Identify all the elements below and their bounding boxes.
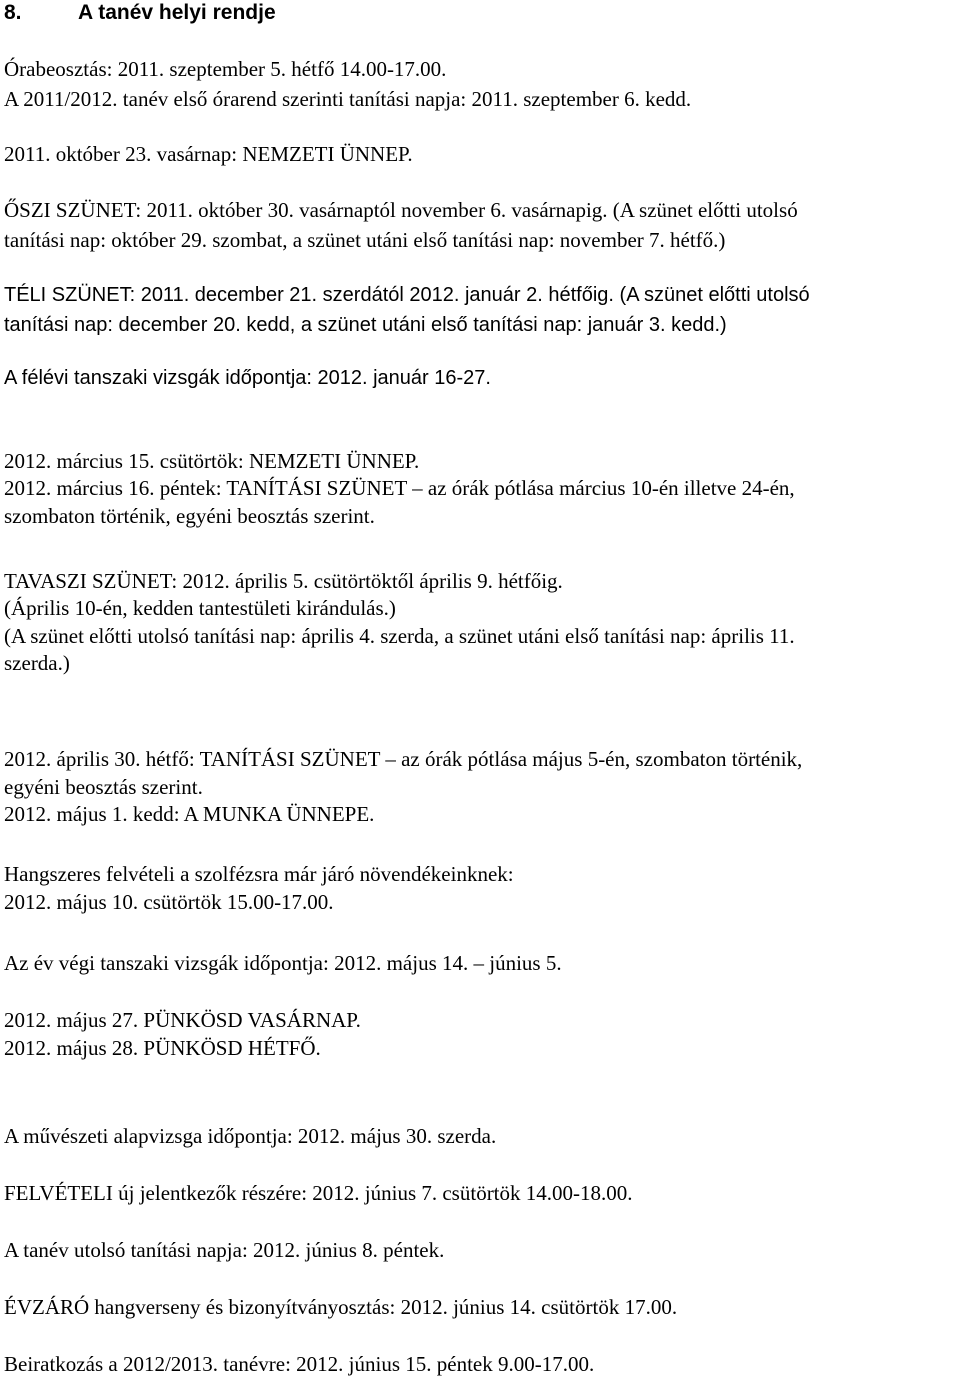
text-line: A félévi tanszaki vizsgák időpontja: 2012. január 16-27. xyxy=(4,367,491,389)
text-line: tanítási nap: december 20. kedd, a szünet utáni első tanítási nap: január 3. kedd.) xyxy=(4,314,727,336)
text-line: 2011. október 23. vasárnap: NEMZETI ÜNNEP. xyxy=(4,142,413,166)
text-line: ŐSZI SZÜNET: 2011. október 30. vasárnaptól november 6. vasárnapig. (A szünet előtti utolsó xyxy=(4,198,798,222)
text-line: Beiratkozás a 2012/2013. tanévre: 2012. június 15. péntek 9.00-17.00. xyxy=(4,1352,595,1376)
text-line: 2012. április 30. hétfő: TANÍTÁSI SZÜNET – az órák pótlása május 5-én, szombaton történik, xyxy=(4,747,803,771)
text-line: Órabeosztás: 2011. szeptember 5. hétfő 14.00-17.00. xyxy=(4,57,447,81)
text-line: A művészeti alapvizsga időpontja: 2012. május 30. szerda. xyxy=(4,1124,497,1148)
text-line: FELVÉTELI új jelentkezők részére: 2012. június 7. csütörtök 14.00-18.00. xyxy=(4,1181,633,1205)
text-line: ÉVZÁRÓ hangverseny és bizonyítványosztás: 2012. június 14. csütörtök 17.00. xyxy=(4,1295,678,1319)
text-line: 2012. május 10. csütörtök 15.00-17.00. xyxy=(4,890,334,914)
text-line: szombaton történik, egyéni beosztás szerint. xyxy=(4,504,375,528)
text-line: A tanév utolsó tanítási napja: 2012. június 8. péntek. xyxy=(4,1238,445,1262)
text-line: egyéni beosztás szerint. xyxy=(4,775,203,799)
text-line: (Április 10-én, kedden tantestületi kirándulás.) xyxy=(4,596,396,620)
text-line: Hangszeres felvételi a szolfézsra már járó növendékeinknek: xyxy=(4,862,514,886)
text-line: 2012. május 28. PÜNKÖSD HÉTFŐ. xyxy=(4,1036,321,1060)
section-number: 8. xyxy=(4,1,22,24)
text-line: Az év végi tanszaki vizsgák időpontja: 2012. május 14. – június 5. xyxy=(4,951,562,975)
text-line: tanítási nap: október 29. szombat, a szünet utáni első tanítási nap: november 7. hétfő.) xyxy=(4,228,726,252)
text-line: A 2011/2012. tanév első órarend szerinti tanítási napja: 2011. szeptember 6. kedd. xyxy=(4,87,692,111)
text-line: szerda.) xyxy=(4,651,70,675)
text-line: 2012. március 15. csütörtök: NEMZETI ÜNNEP. xyxy=(4,449,420,473)
text-line: 2012. március 16. péntek: TANÍTÁSI SZÜNET – az órák pótlása március 10-én illetve 24-én, xyxy=(4,476,795,500)
text-line: 2012. május 27. PÜNKÖSD VASÁRNAP. xyxy=(4,1008,361,1032)
text-line: TÉLI SZÜNET: 2011. december 21. szerdától 2012. január 2. hétfőig. (A szünet előtti utolsó xyxy=(4,284,810,306)
section-title: A tanév helyi rendje xyxy=(78,1,276,24)
text-line: (A szünet előtti utolsó tanítási nap: április 4. szerda, a szünet utáni első tanítási nap: április 11. xyxy=(4,624,795,648)
text-line: TAVASZI SZÜNET: 2012. április 5. csütörtöktől április 9. hétfőig. xyxy=(4,569,563,593)
text-line: 2012. május 1. kedd: A MUNKA ÜNNEPE. xyxy=(4,802,375,826)
section-heading xyxy=(4,0,276,26)
